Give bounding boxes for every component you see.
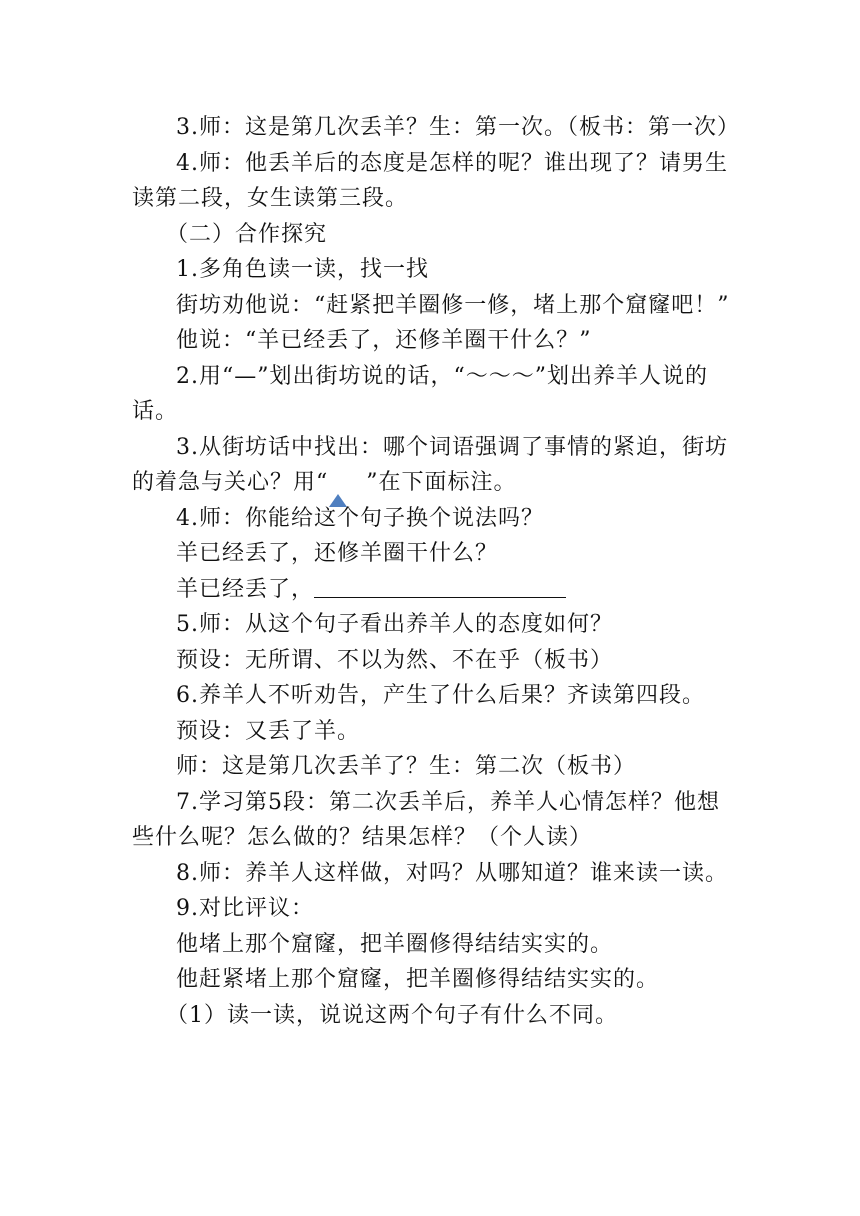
line-16: 师：这是第几次丢羊了？生：第二次（板书） [176, 754, 637, 779]
triangle-mark-icon [328, 488, 366, 489]
line-15: 预设：又丢了羊。 [176, 718, 361, 744]
line-4: 1.多角色读一读，找一找 [176, 257, 429, 282]
line-8 [132, 430, 732, 501]
section-heading: （二）合作探究 [166, 221, 328, 247]
line-1: 3.师：这是第几次丢羊？生：第一次。（板书：第一次） [176, 115, 740, 140]
line-21: 他赶紧堵上那个窟窿，把羊圈修得结结实实的。 [176, 967, 660, 992]
line-7: 2.用“—”划出街坊说的话，“～～～”划出养羊人说的话。 [132, 363, 708, 424]
line-2: 4.师：他丢羊后的态度是怎样的呢？谁出现了？请男生读第二段，女生读第三段。 [132, 150, 728, 211]
line-8-part-1: 3.从街坊话中找出：哪个词语强调了事情的紧迫，街坊的着急与关心？用“ [132, 434, 728, 495]
line-18: 8.师：养羊人这样做，对吗？从哪知道？谁来读一读。 [176, 860, 728, 886]
line-20: 他堵上那个窟窿，把羊圈修得结结实实的。 [176, 931, 614, 957]
lesson-text [132, 110, 740, 1033]
line-6: 他说：“羊已经丢了，还修羊圈干什么？” [176, 328, 592, 353]
line-9: 4.师：你能给这个句子换个说法吗？ [176, 505, 544, 531]
line-10: 羊已经丢了，还修羊圈干什么？ [176, 541, 499, 566]
line-5: 街坊劝他说：“赶紧把羊圈修一修，堵上那个窟窿吧！” [176, 292, 730, 318]
line-19: 9.对比评议： [176, 896, 314, 921]
line-12: 5.师：从这个句子看出养羊人的态度如何？ [176, 612, 613, 637]
line-11-text: 羊已经丢了， [176, 576, 315, 602]
line-14: 6.养羊人不听劝告，产生了什么后果？齐读第四段。 [176, 683, 705, 708]
line-22: （1）读一读，说说这两个句子有什么不同。 [166, 1002, 618, 1028]
line-13: 预设：无所谓、不以为然、不在乎（板书） [176, 647, 614, 673]
line-17: 7.学习第5段：第二次丢羊后，养羊人心情怎样？他想些什么呢？怎么做的？结果怎样？（个人读） [132, 789, 720, 850]
line-11 [132, 572, 732, 608]
line-8-part-2: ”在下面标注。 [366, 470, 517, 495]
fill-in-blank [314, 577, 566, 598]
